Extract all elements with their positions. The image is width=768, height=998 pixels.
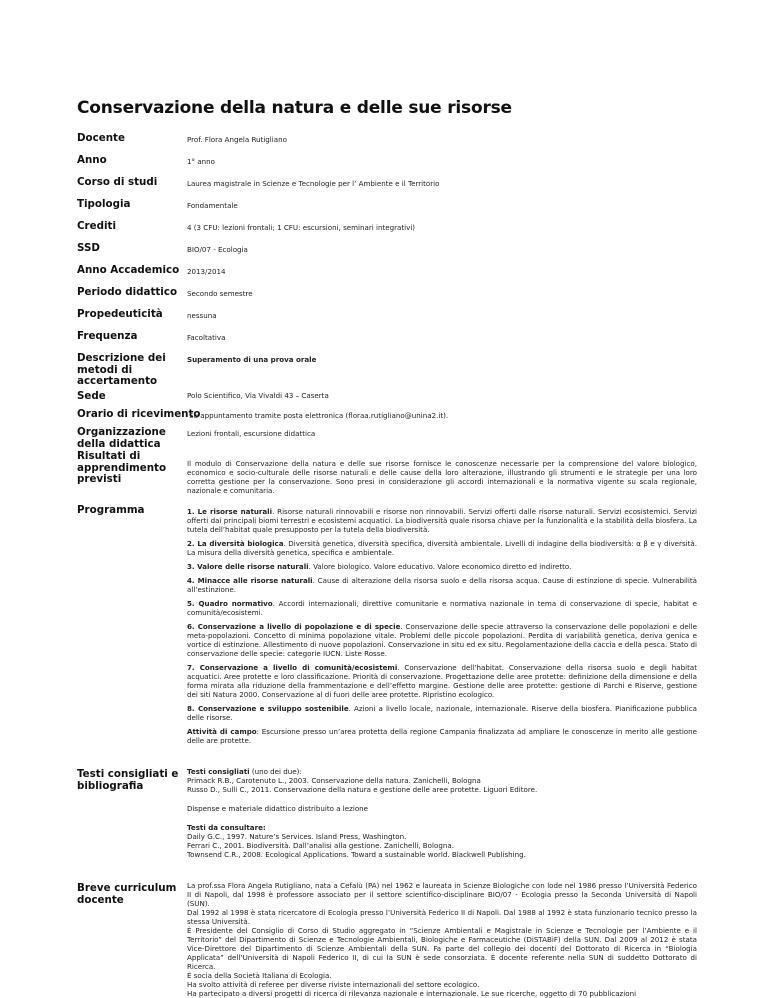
row-risultati	[77, 451, 697, 501]
row-value: 4 (3 CFU: lezioni frontali; 1 CFU: escursioni, seminari integrativi)	[187, 223, 416, 232]
programma-item-head: 7. Conservazione a livello di comunità/ecosistemi	[187, 663, 398, 672]
value-orario: Su appuntamento tramite posta elettronica (floraa.rutigliano@unina2.it).	[189, 411, 449, 420]
value-risultati: Il modulo di Conservazione della natura e delle sue risorse fornisce le conoscenze necessarie per la comprensione del valore biologico, economico e socio-culturale delle risorse naturali e delle cause della loro alterazione, illustrando gli strumenti e le strategie per una loro corretta gestione per la conservazione. Sono presi in considerazione gli accordi internazionali e la normativa vigente su scala regionale, nazionale e comunitaria.	[187, 459, 697, 495]
row-label: Periodo didattico	[77, 286, 178, 298]
page-title: Conservazione della natura e delle sue risorse	[77, 98, 512, 118]
consultare-ref-2: Ferrari C., 2001. Biodiversità. Dall’analisi alla gestione. Zanichelli, Bologna.	[187, 841, 454, 850]
consultare-ref-1: Daily G.C., 1997. Nature’s Services. Island Press, Washington.	[187, 832, 407, 841]
label-organizzazione: Organizzazione della didattica	[77, 426, 166, 450]
attivita-head: Attività di campo	[187, 727, 257, 736]
row-orario	[77, 409, 697, 427]
label-curriculum: Breve curriculum docente	[77, 882, 177, 906]
info-row	[77, 133, 697, 155]
cv-p6: Ha partecipato a diversi progetti di ricerca di rilevanza nazionale e internazionale. Le sue ricerche, oggetto di 70 pubblicazioni	[187, 989, 637, 998]
label-orario: Orario di ricevimento	[77, 408, 201, 420]
attivita-text: : Escursione presso un’area protetta della regione Campania finalizzata ad ampliare le conoscenze in merito alle gestione delle are protette.	[187, 727, 697, 745]
row-value: Facoltativa	[187, 333, 226, 342]
row-label: Propedeuticità	[77, 308, 163, 320]
consigliati-ref-2: Russo D., Sulli C., 2011. Conservazione della natura e gestione delle aree protette. Liguori Editore.	[187, 785, 538, 794]
value-organizzazione: Lezioni frontali, escursione didattica	[187, 429, 316, 438]
row-value: 1° anno	[187, 157, 215, 166]
info-row	[77, 243, 697, 265]
row-label: Anno Accademico	[77, 264, 180, 276]
programma-item-head: 5. Quadro normativo	[187, 599, 273, 608]
row-value: 2013/2014	[187, 267, 226, 276]
info-row	[77, 177, 697, 199]
row-value: Secondo semestre	[187, 289, 253, 298]
programma-item-text: . Cause di alterazione della risorsa suolo e della risorsa acqua. Cause di estinzione di specie. Vulnerabilità all’estinzione.	[187, 576, 697, 594]
row-label: Frequenza	[77, 330, 138, 342]
row-sede	[77, 389, 697, 409]
cv-p1: La prof.ssa Flora Angela Rutigliano, nata a Cefalù (PA) nel 1962 e laureata in Scienze Biologiche con lode nel 1986 presso l’Università Federico II di Napoli, dal 1998 è professore associato per il settore scientifico-disciplinare BIO/07 - Ecologia presso la Seconda Università di Napoli (SUN).	[187, 881, 697, 908]
consigliati-ref-1: Primack R.B., Carotenuto L., 2003. Conservazione della natura. Zanichelli, Bologna	[187, 776, 481, 785]
label-programma: Programma	[77, 504, 145, 516]
programma-item-head: 3. Valore delle risorse naturali	[187, 562, 309, 571]
consigliati-head: Testi consigliati	[187, 767, 250, 776]
row-label: Crediti	[77, 220, 116, 232]
label-accertamento: Descrizione dei metodi di accertamento	[77, 352, 166, 387]
cv-p3: È Presidente del Consiglio di Corso di Studio aggregato in “Scienze Ambientali e Magistrale in Scienze e Tecnologie per l’Ambiente e il Territorio” del Dipartimento di Scienze e Tecnologie Ambientali, Biologiche e Farmaceutiche (DiSTABiF) della SUN. Dal 2009 al 2012 è stata Vice-Direttore del Dipartimento di Scienze Ambientali della SUN. Fa parte del collegio dei docenti del Dottorato di Ricerca in “Biologia Applicata” dell’Università di Napoli Federico II, di cui la SUN è sede consorziata. È docente referente nella SUN di suddetto Dottorato di Ricerca.	[187, 926, 697, 971]
value-programma	[187, 501, 697, 767]
row-label: SSD	[77, 242, 100, 254]
programma-item	[187, 599, 697, 617]
programma-item-head: 6. Conservazione a livello di popolazione e di specie	[187, 622, 401, 631]
row-programma	[77, 501, 697, 767]
programma-item-text: . Valore biologico. Valore educativo. Valore economico diretto ed indiretto.	[308, 562, 572, 571]
programma-item-text: . Risorse naturali rinnovabili e risorse non rinnovabili. Servizi offerti dalle risorse naturali. Servizi ecosistemici. Servizi offerti dai principali biomi terrestri e ecosistemi acquatici. La biodiversità quale risorsa chiave per la funzionalità e la stabilità della biosfera. La tutela dell’habitat quale presupposto per la tutela della biodiversità.	[187, 507, 698, 534]
info-row	[77, 265, 697, 287]
programma-item-head: 1. Le risorse naturali	[187, 507, 273, 516]
programma-item-head: 8. Conservazione e sviluppo sostenibile	[187, 704, 349, 713]
info-row	[77, 221, 697, 243]
row-label: Docente	[77, 132, 125, 144]
programma-item	[187, 576, 697, 594]
value-curriculum	[187, 881, 697, 998]
consigliati-note: (uno dei due):	[249, 767, 302, 776]
row-label: Anno	[77, 154, 107, 166]
programma-item-head: 2. La diversità biologica	[187, 539, 284, 548]
programma-item-text: . Azioni a livello locale, nazionale, internazionale. Riserve della biosfera. Pianificazione pubblica delle risorse.	[187, 704, 697, 722]
course-info-table	[77, 133, 697, 998]
cv-p2: Dal 1992 al 1998 è stata ricercatore di Ecologia presso l’Università Federico II di Napoli. Dal 1988 al 1992 è stata funzionario tecnico presso la stessa Università.	[187, 908, 697, 926]
label-risultati: Risultati di apprendimento previsti	[77, 450, 167, 485]
row-value: nessuna	[187, 311, 217, 320]
row-label: Tipologia	[77, 198, 131, 210]
label-sede: Sede	[77, 390, 106, 402]
row-accertamento	[77, 353, 697, 389]
value-testi	[187, 767, 697, 881]
programma-item-text: . Conservazione dell’habitat. Conservazione della risorsa suolo e degli habitat acquatici. Aree protette e loro classificazione. Priorità di conservazione. Progettazione delle aree protette: definizione della dimensione e della forma mirata alla riduzione della frammentazione e dell’effetto margine. Gestione delle aree protette: gestione di Parchi e Riserve, gestione dei siti Natura 2000. Conservazione al di fuori delle aree protette. Ripristino ecologico.	[187, 663, 697, 699]
info-row	[77, 199, 697, 221]
row-value: BIO/07 - Ecologia	[187, 245, 248, 254]
programma-item-text: . Conservazione delle specie attraverso la conservazione delle popolazioni e delle meta-popolazioni. Concetto di minima popolazione vitale. Problemi delle piccole popolazioni. Perdita di variabilità genetica, deriva genica e vortice di estinzione. Allestimento di nuove popolazioni. Conservazione in situ ed ex situ. Regolamentazione della caccia e della pesca. Stato di conservazione delle specie: categorie IUCN. Liste Rosse.	[187, 622, 697, 658]
dispense: Dispense e materiale didattico distribuito a lezione	[187, 804, 369, 813]
row-value: Prof. Flora Angela Rutigliano	[187, 135, 287, 144]
row-value: Fondamentale	[187, 201, 238, 210]
row-value: Laurea magistrale in Scienze e Tecnologie per l’ Ambiente e il Territorio	[187, 179, 440, 188]
cv-p4: È socia della Società Italiana di Ecologia.	[187, 971, 332, 980]
programma-item	[187, 562, 697, 571]
row-testi	[77, 767, 697, 881]
consultare-ref-3: Townsend C.R., 2008. Ecological Applications. Toward a sustainable world. Blackwell Publishing.	[187, 850, 526, 859]
row-organizzazione	[77, 427, 697, 451]
value-sede: Polo Scientifico, Via Vivaldi 43 – Caserta	[187, 391, 329, 400]
row-label: Corso di studi	[77, 176, 158, 188]
programma-item-head: 4. Minacce alle risorse naturali	[187, 576, 313, 585]
programma-item-text: . Diversità genetica, diversità specifica, diversità ambientale. Livelli di indagine della biodiversità: α β e γ diversità. La misura della diversità genetica, specifica e ambientale.	[187, 539, 697, 557]
info-row	[77, 287, 697, 309]
row-curriculum	[77, 881, 697, 998]
info-row	[77, 155, 697, 177]
programma-item	[187, 539, 697, 557]
programma-item	[187, 622, 697, 658]
info-row	[77, 309, 697, 331]
programma-item	[187, 704, 697, 722]
info-row	[77, 331, 697, 353]
label-testi: Testi consigliati e bibliografia	[77, 768, 179, 792]
programma-item	[187, 663, 697, 699]
cv-p5: Ha svolto attività di referee per diverse riviste internazionali del settore ecologico.	[187, 980, 480, 989]
programma-item	[187, 507, 697, 534]
consultare-head: Testi da consultare:	[187, 823, 266, 832]
value-accertamento: Superamento di una prova orale	[187, 355, 317, 364]
programma-item-text: . Accordi internazionali, direttive comunitarie e normativa nazionale in tema di conservazione di specie, habitat e comunità/ecosistemi.	[187, 599, 698, 617]
